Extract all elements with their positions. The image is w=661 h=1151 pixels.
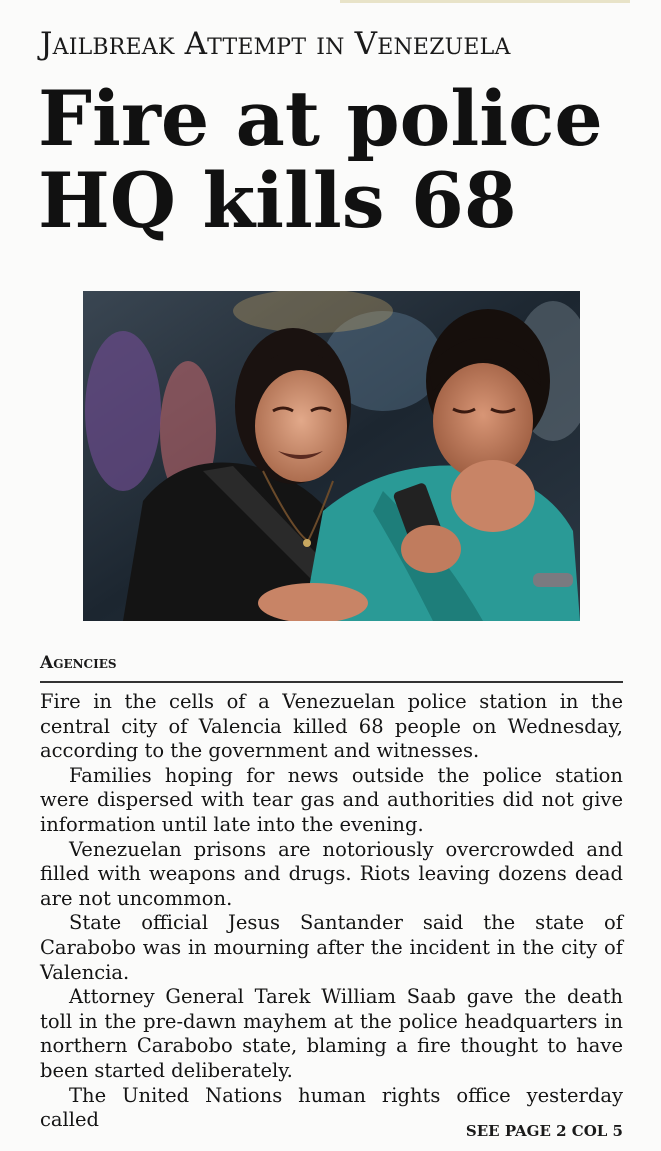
paragraph-5: Attorney General Tarek William Saab gave the death toll in the pre-dawn mayhem at the police headquarters in northern Carabobo state, blaming a fire thought to have been started deliberately. [40, 985, 623, 1082]
paragraph-3: Venezuelan prisons are notoriously overcrowded and filled with weapons and drugs. Riots leaving dozens dead are not uncommon. [40, 837, 623, 910]
top-rule [340, 0, 630, 3]
paragraph-2: Families hoping for news outside the police station were dispersed with tear gas and authorities did not give information until late into the evening. [40, 763, 623, 836]
continued-jump-line: SEE PAGE 2 COL 5 [465, 1122, 623, 1140]
headline [38, 74, 638, 245]
byline-rule [40, 681, 623, 683]
paragraph-4: State official Jesus Santander said the state of Carabobo was in mourning after the incident in the city of Valencia. [40, 911, 623, 984]
paragraph-1: Fire in the cells of a Venezuelan police station in the central city of Valencia killed 68 people on Wednesday, according to the government and witnesses. [40, 690, 623, 763]
article-body [40, 690, 623, 1133]
kicker: Jailbreak Attempt in Venezuela [40, 26, 511, 62]
byline: Agencies [40, 653, 117, 673]
headline-line-1: Fire at police [38, 74, 603, 163]
headline-line-2: HQ kills 68 [38, 156, 517, 245]
paragraph-6: The United Nations human rights office yesterday called [40, 1083, 623, 1132]
news-photo [83, 291, 580, 621]
photo-illustration [83, 291, 580, 621]
